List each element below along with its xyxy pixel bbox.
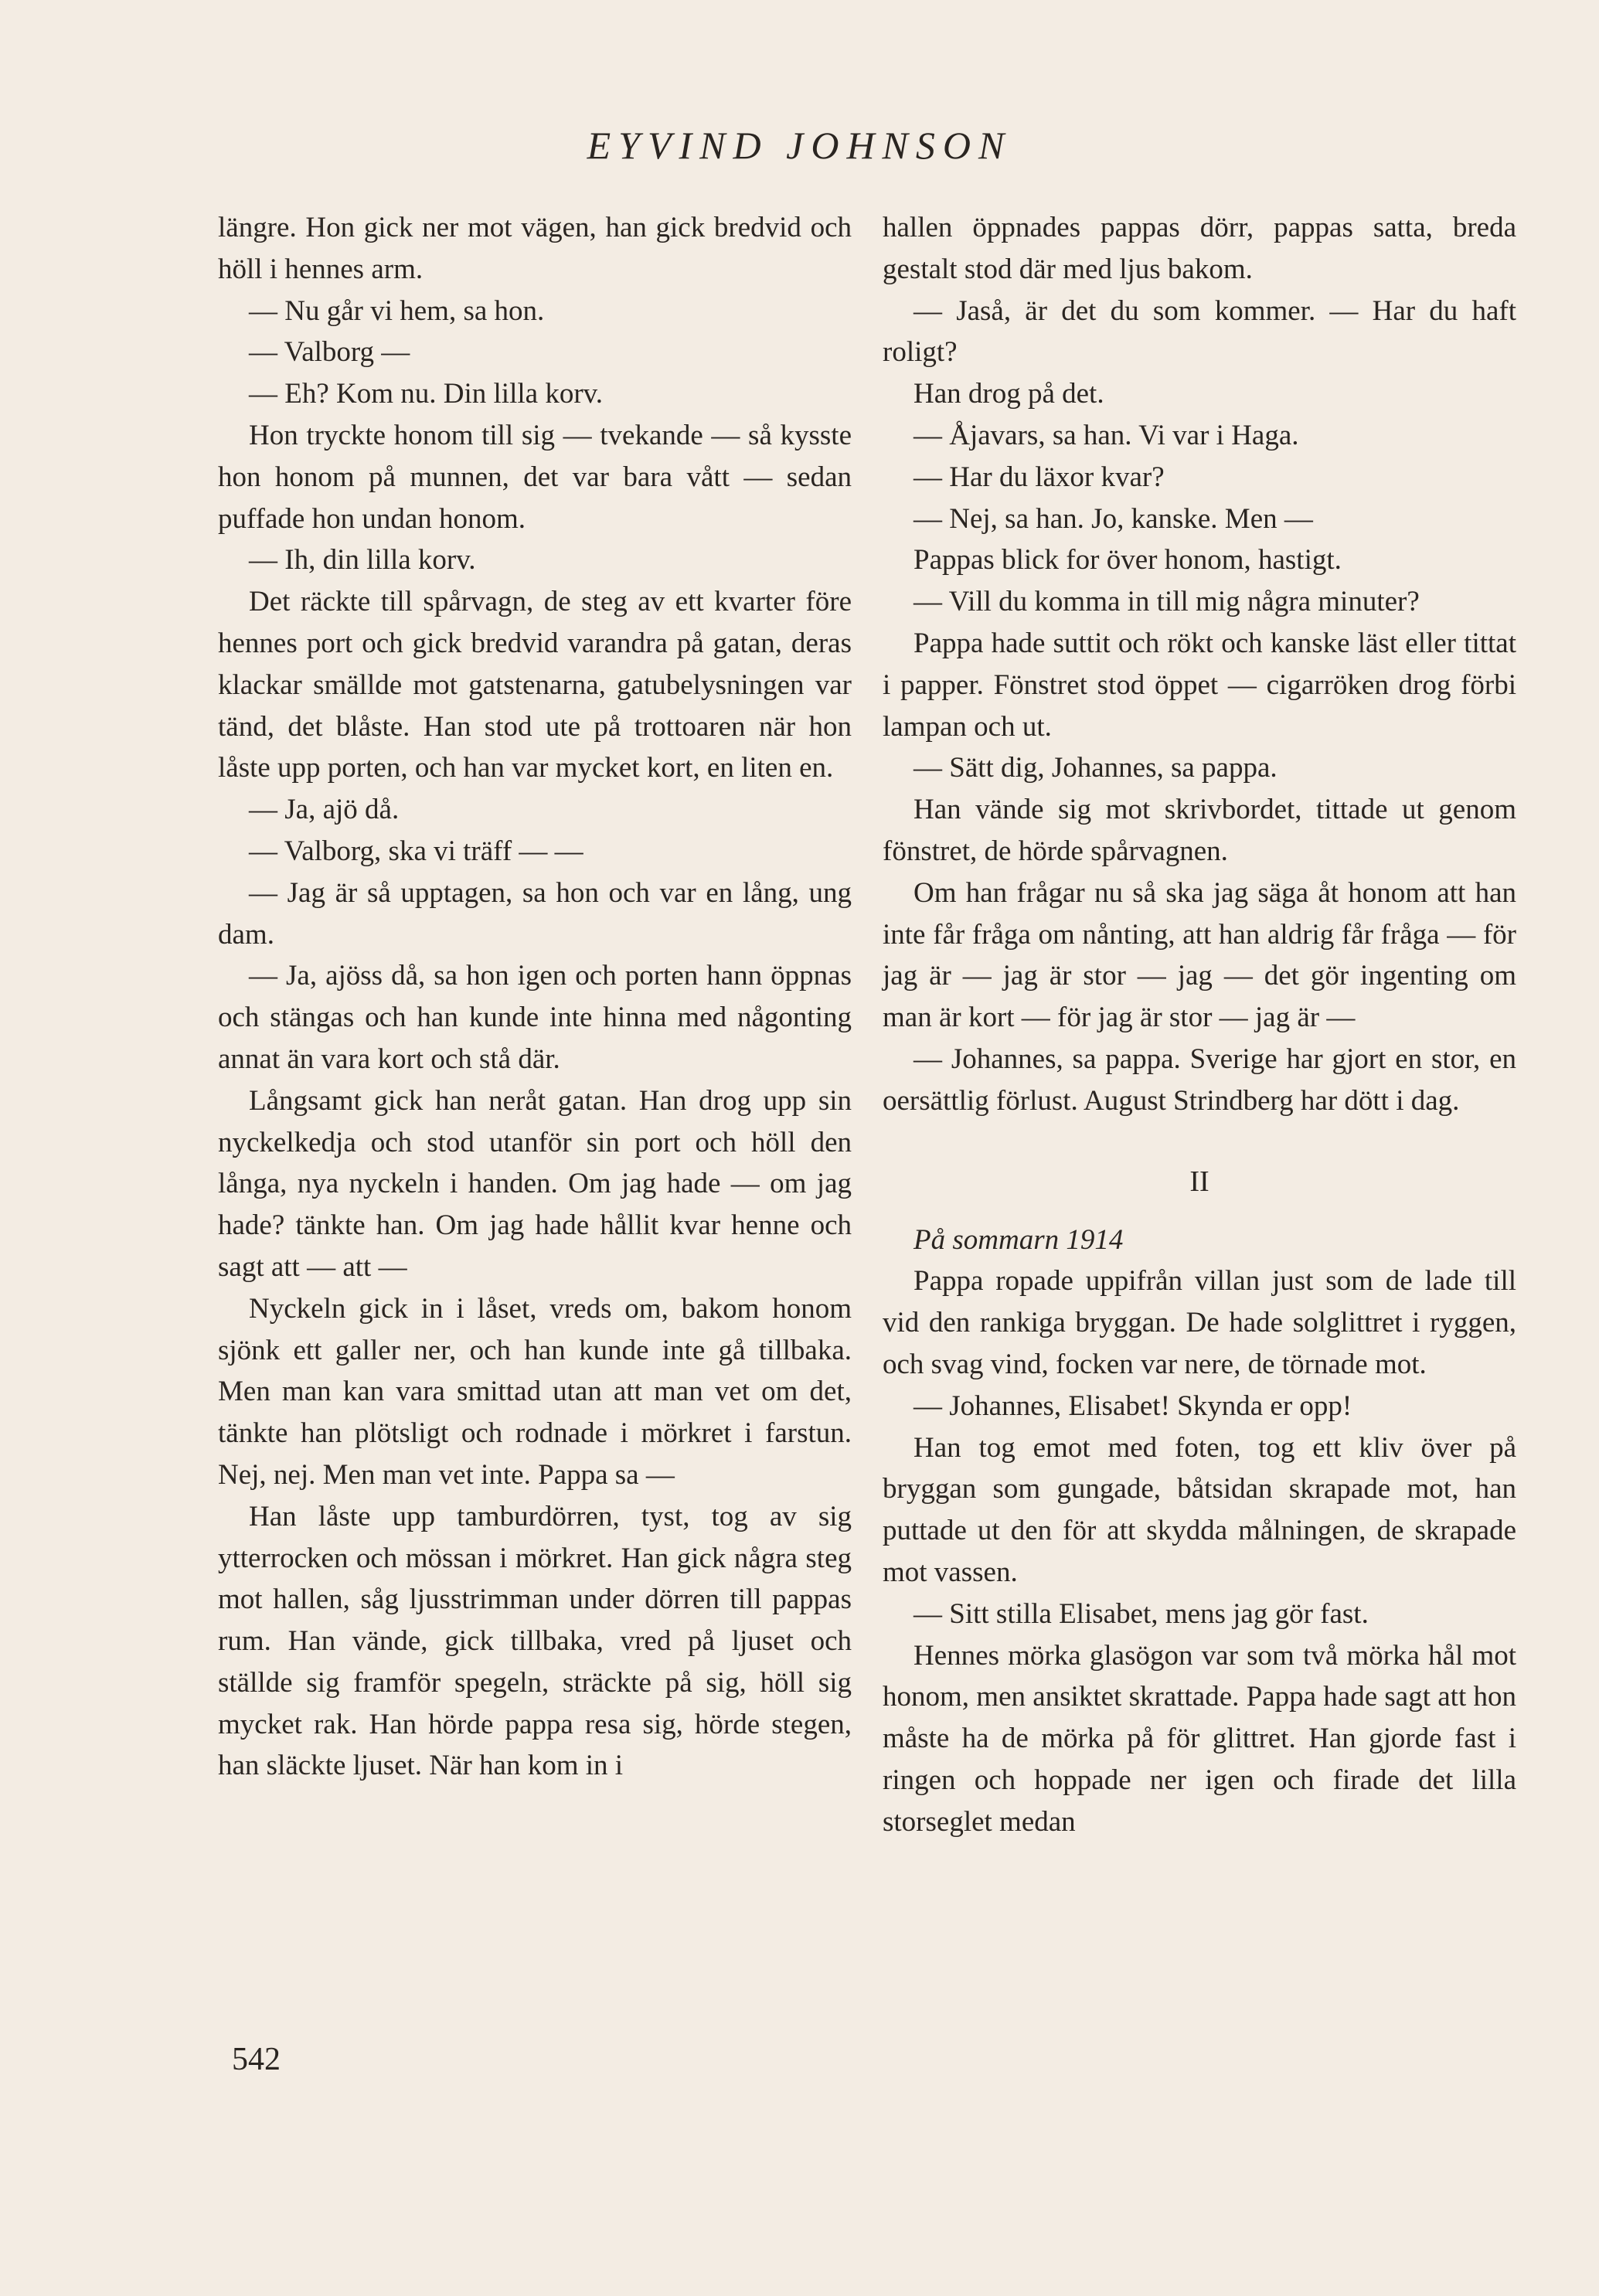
paragraph: — Johannes, Elisabet! Skynda er opp! [913, 1390, 1352, 1422]
paragraph: Långsamt gick han neråt gatan. Han drog upp sin nyckelkedja och stod utanför sin port och höll den långa, nya nyckeln i handen. Om jag hade — om jag hade? tänkte han. Om jag hade hållit kvar henne och sagt att — att — [218, 1084, 852, 1283]
paragraph: — Nu går vi hem, sa hon. [249, 294, 545, 327]
page-number: 542 [232, 2042, 281, 2077]
section-subtitle: På sommarn 1914 [913, 1223, 1124, 1256]
paragraph: Pappas blick for över honom, hastigt. [913, 544, 1342, 577]
paragraph: hallen öppnades pappas dörr, pappas satta, breda gestalt stod där med ljus bakom. [883, 212, 1516, 285]
paragraph: Pappa ropade uppifrån villan just som de lade till vid den rankiga bryggan. De hade solglittret i ryggen, och svag vind, focken var nere, de törnade mot. [883, 1265, 1516, 1380]
paragraph: Det räckte till spårvagn, de steg av ett kvarter före hennes port och gick bredvid varandra på gatan, deras klackar smällde mot gatstenarna, gatubelysningen var tänd, det blåste. Han stod ute på trottoaren när hon låste upp porten, och han var mycket kort, en liten en. [218, 586, 852, 784]
paragraph: — Nej, sa han. Jo, kanske. Men — [913, 502, 1313, 535]
paragraph: — Sitt stilla Elisabet, mens jag gör fast. [913, 1597, 1369, 1630]
right-column [883, 207, 1516, 1842]
paragraph: Hennes mörka glasögon var som två mörka hål mot honom, men ansiktet skrattade. Pappa hade sagt att hon måste ha de mörka på för glittret. Han gjorde fast i ringen och hoppade ner igen och firade det lilla storseglet medan [883, 1639, 1516, 1838]
paragraph: längre. Hon gick ner mot vägen, han gick bredvid och höll i hennes arm. [218, 212, 852, 285]
paragraph: — Jaså, är det du som kommer. — Har du haft roligt? [883, 294, 1516, 369]
paragraph: — Vill du komma in till mig några minuter? [913, 586, 1420, 618]
paragraph: Han vände sig mot skrivbordet, tittade ut genom fönstret, de hörde spårvagnen. [883, 794, 1516, 867]
paragraph: — Valborg, ska vi träff — — [249, 835, 583, 867]
paragraph: Om han frågar nu så ska jag säga åt honom att han inte får fråga om nånting, att han aldrig får fråga — för jag är — jag är stor — jag — det gör ingenting om man är kort — för jag är stor — jag är — [883, 876, 1516, 1034]
paragraph: — Ja, ajö då. [249, 794, 400, 826]
paragraph: — Ih, din lilla korv. [249, 544, 476, 577]
paragraph: Han låste upp tamburdörren, tyst, tog av sig ytterrocken och mössan i mörkret. Han gick några steg mot hallen, såg ljusstrimman under dörren till pappas rum. Han vände, gick tillbaka, vred på ljuset och ställde sig framför spegeln, sträckte på sig, höll sig mycket rak. Han hörde pappa resa sig, hörde stegen, han släckte ljuset. När han kom in i [218, 1500, 852, 1782]
paragraph: — Sätt dig, Johannes, sa pappa. [913, 752, 1277, 784]
paragraph: Nyckeln gick in i låset, vreds om, bakom honom sjönk ett galler ner, och han kunde inte gå tillbaka. Men man kan vara smittad utan att man vet om det, tänkte han plötsligt och rodnade i mörkret i farstun. Nej, nej. Men man vet inte. Pappa sa — [218, 1292, 852, 1491]
paragraph: Hon tryckte honom till sig — tvekande — så kysste hon honom på munnen, det var bara vått — sedan puffade hon undan honom. [218, 419, 852, 535]
paragraph: Han drog på det. [913, 378, 1104, 410]
paragraph: — Ja, ajöss då, sa hon igen och porten hann öppnas och stängas och han kunde inte hinna med någonting annat än vara kort och stå där. [218, 960, 852, 1075]
left-column [218, 207, 852, 1787]
running-head-author: EYVIND JOHNSON [587, 124, 1012, 167]
paragraph: Pappa hade suttit och rökt och kanske läst eller tittat i papper. Fönstret stod öppet — cigarröken drog förbi lampan och ut. [883, 627, 1516, 743]
paragraph: — Åjavars, sa han. Vi var i Haga. [913, 419, 1299, 451]
section-number: II [1189, 1165, 1209, 1198]
paragraph: Han tog emot med foten, tog ett kliv över på bryggan som gungade, båtsidan skrapade mot, han puttade ut den för att skydda målningen, de skrapade mot vassen. [883, 1431, 1516, 1588]
paragraph: — Jag är så upptagen, sa hon och var en lång, ung dam. [218, 876, 852, 951]
paragraph: — Valborg — [249, 336, 410, 369]
paragraph: — Eh? Kom nu. Din lilla korv. [249, 378, 603, 410]
paragraph: — Johannes, sa pappa. Sverige har gjort en stor, en oersättlig förlust. August Strindberg har dött i dag. [883, 1043, 1516, 1117]
paragraph: — Har du läxor kvar? [913, 461, 1165, 493]
